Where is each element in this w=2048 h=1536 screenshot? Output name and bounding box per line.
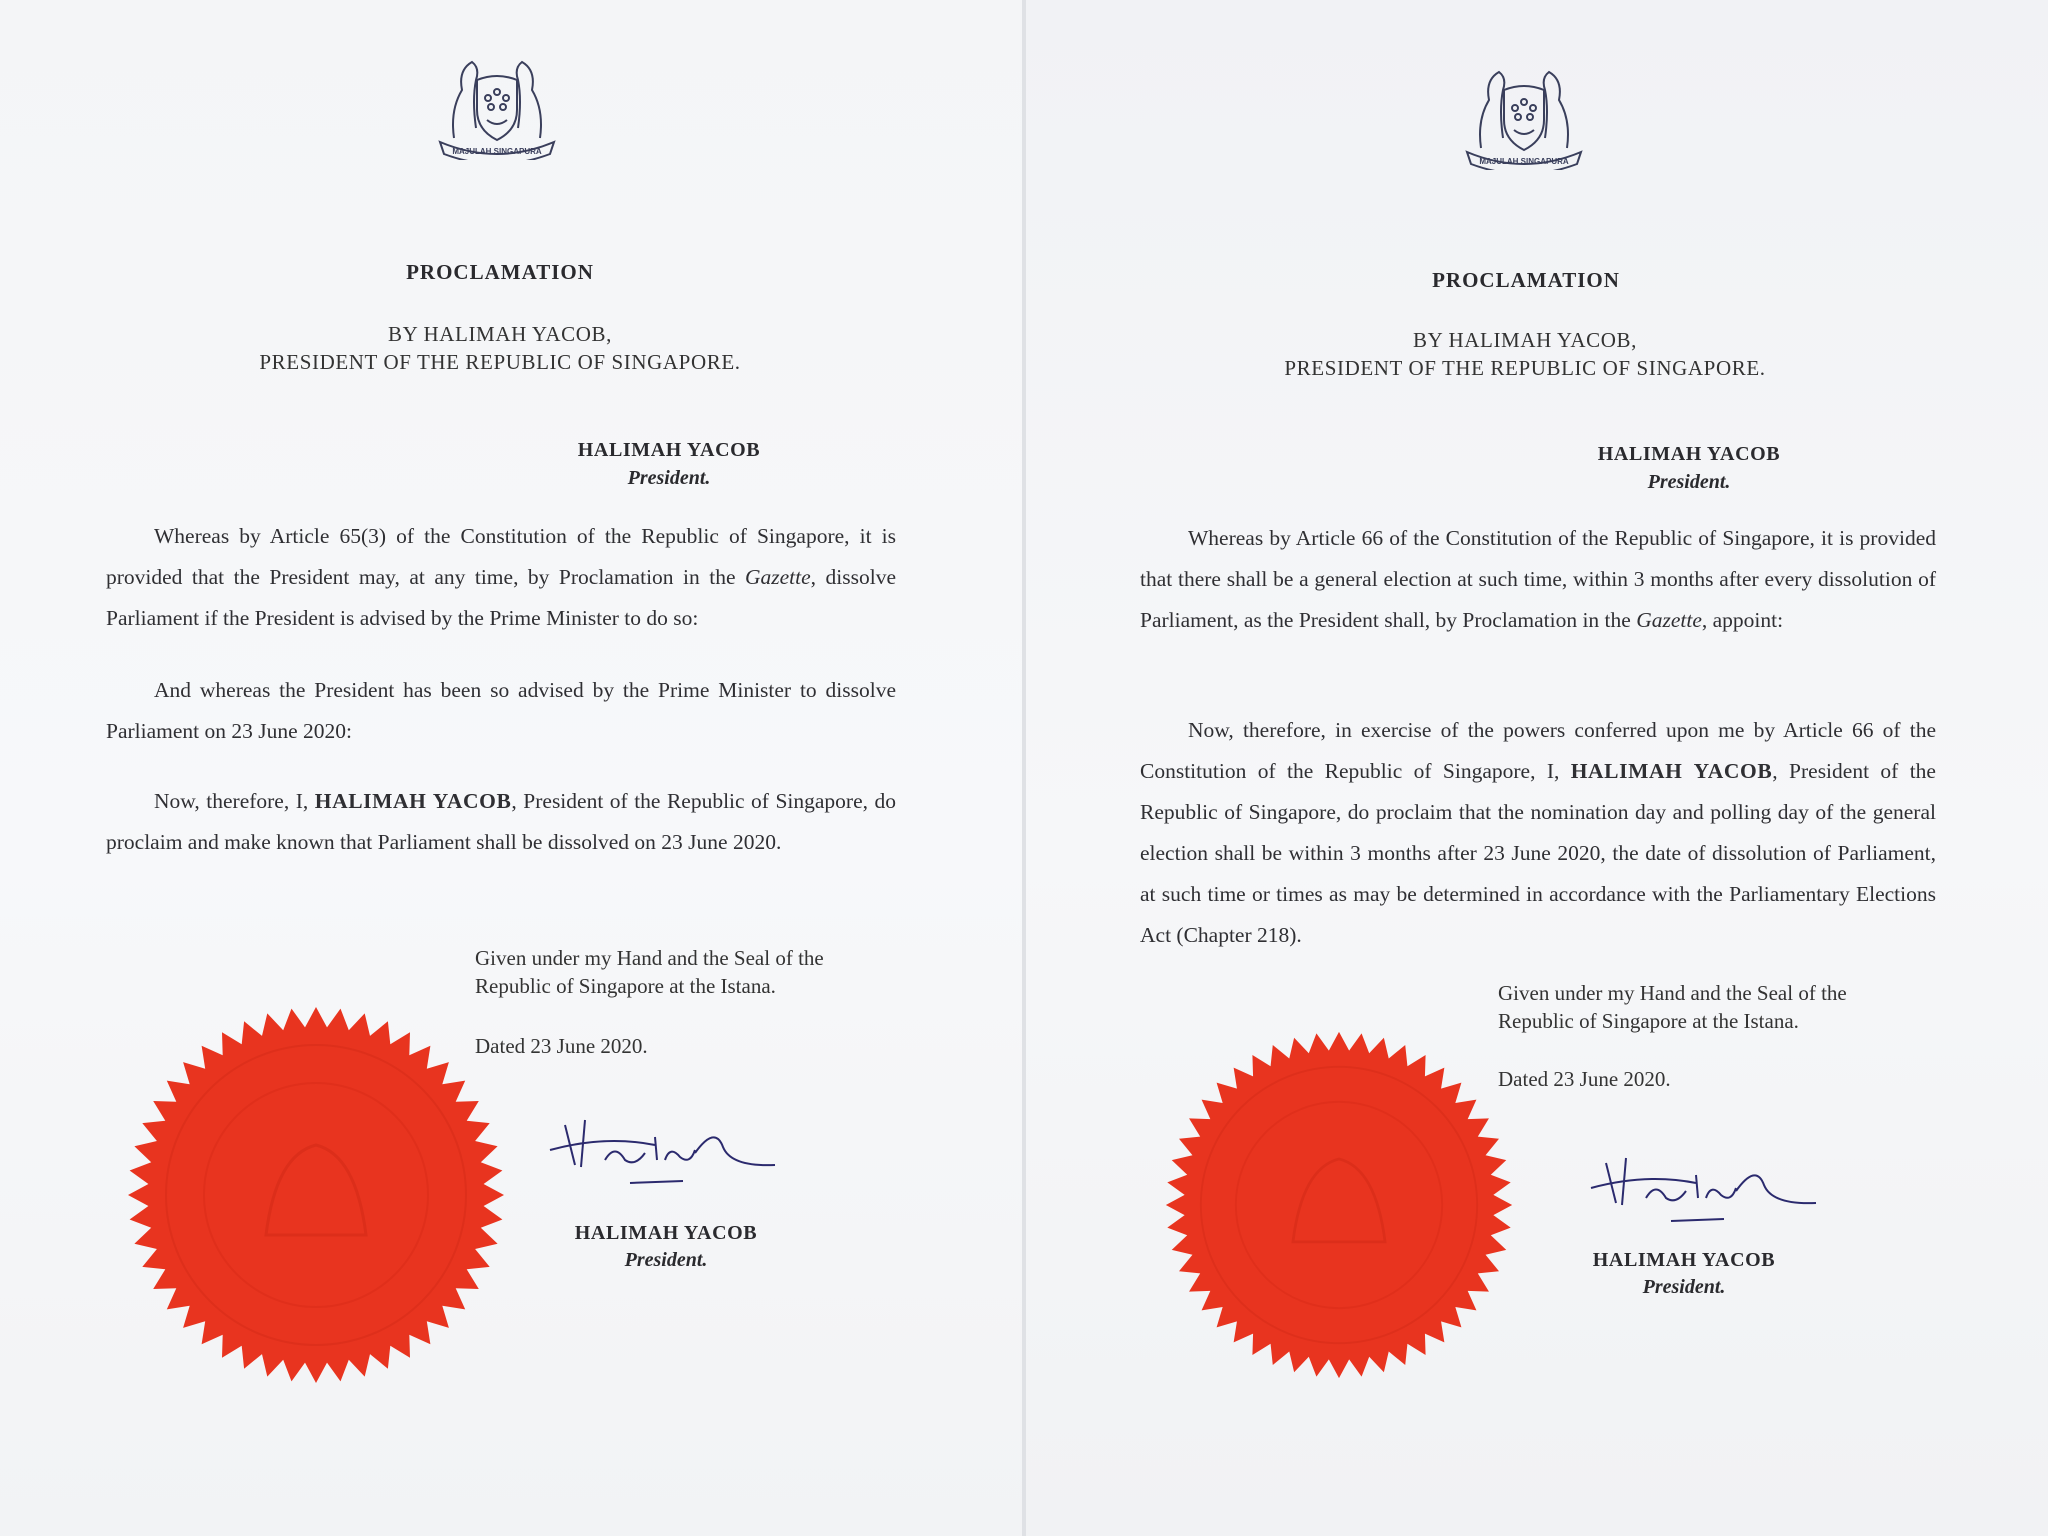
- page-title: PROCLAMATION: [406, 260, 594, 284]
- singapore-coat-of-arms-icon: [1459, 60, 1589, 170]
- signatory-block: [1554, 1247, 1814, 1301]
- signatory-block: [536, 1220, 796, 1274]
- byline-line-2: PRESIDENT OF THE REPUBLIC OF SINGAPORE.: [1284, 356, 1766, 380]
- signatory-title: President.: [624, 1249, 708, 1271]
- paragraph-and-whereas: And whereas the President has been so advised by the Prime Minister to dissolve Parliament on 23 June 2020:: [106, 678, 896, 743]
- dated-line: Dated 23 June 2020.: [1498, 1067, 1671, 1091]
- header-name: HALIMAH YACOB: [1597, 443, 1781, 465]
- gazette-italic: Gazette: [744, 565, 811, 589]
- byline-line-2: PRESIDENT OF THE REPUBLIC OF SINGAPORE.: [259, 350, 741, 374]
- president-name-bold: HALIMAH YACOB: [314, 789, 512, 813]
- paragraph-now-therefore: Now, therefore, in exercise of the powers conferred upon me by Article 66 of the Constitution of the Republic of Singapore, I, HALIMAH YACOB, President of the Republic of Singapore, do proclaim that the nomination day and polling day of the general election shall be within 3 months after 23 June 2020, the date of dissolution of Parliament, at such time or times as may be determined in accordance with the Parliamentary Elections Act (Chapter 218).: [1140, 718, 1936, 947]
- svg-text:MAJULAH SINGAPURA: MAJULAH SINGAPURA: [1479, 157, 1569, 166]
- byline: [190, 320, 810, 376]
- president-signature: [1581, 1143, 1831, 1228]
- signatory-name: HALIMAH YACOB: [574, 1222, 758, 1244]
- header-title: President.: [627, 467, 711, 489]
- paragraph-whereas: Whereas by Article 65(3) of the Constitution of the Republic of Singapore, it is provided that the President may, at any time, by Proclamation in the Gazette, dissolve Parliament if the President is advised by the Prime Minister to do so:: [106, 524, 896, 630]
- byline: [1215, 326, 1835, 382]
- header-title: President.: [1647, 471, 1731, 493]
- byline-line-1: BY HALIMAH YACOB,: [388, 322, 612, 346]
- dated-line: Dated 23 June 2020.: [475, 1034, 648, 1058]
- president-signature: [545, 1105, 785, 1190]
- proclamation-page-election: [1026, 0, 2048, 1536]
- paragraph-whereas: Whereas by Article 66 of the Constitution of the Republic of Singapore, it is provided that there shall be a general election at such time, within 3 months after every dissolution of Parliament, as the President shall, by Proclamation in the Gazette, appoint:: [1140, 526, 1936, 632]
- signatory-title: President.: [1642, 1276, 1726, 1298]
- header-signatory: [519, 436, 819, 492]
- byline-line-1: BY HALIMAH YACOB,: [1413, 328, 1637, 352]
- president-name-bold: HALIMAH YACOB: [1570, 759, 1773, 783]
- paragraph-now-therefore: Now, therefore, I, HALIMAH YACOB, President of the Republic of Singapore, do proclaim and make known that Parliament shall be dissolved on 23 June 2020.: [106, 789, 896, 854]
- svg-text:MAJULAH SINGAPURA: MAJULAH SINGAPURA: [452, 147, 542, 156]
- gazette-italic: Gazette: [1636, 608, 1702, 632]
- given-under-hand: Given under my Hand and the Seal of the Republic of Singapore at the Istana.: [1498, 981, 1847, 1033]
- state-seal-icon: [1164, 1030, 1514, 1380]
- proclamation-page-dissolution: [0, 0, 1022, 1536]
- state-seal-icon: [126, 1005, 506, 1385]
- singapore-coat-of-arms-icon: [432, 50, 562, 160]
- signatory-name: HALIMAH YACOB: [1592, 1249, 1776, 1271]
- given-under-hand: Given under my Hand and the Seal of the Republic of Singapore at the Istana.: [475, 946, 824, 998]
- page-title: PROCLAMATION: [1432, 268, 1620, 292]
- header-name: HALIMAH YACOB: [577, 439, 761, 461]
- header-signatory: [1539, 440, 1839, 496]
